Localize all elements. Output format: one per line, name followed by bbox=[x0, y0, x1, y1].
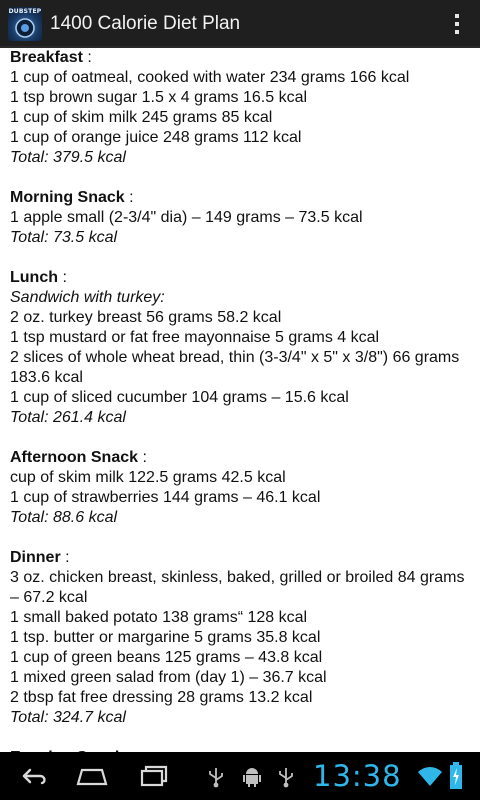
app-icon-text: DUBSTEP bbox=[8, 8, 42, 15]
meal-title: Breakfast bbox=[10, 49, 83, 66]
back-icon[interactable] bbox=[10, 760, 58, 792]
meal-title: Afternoon Snack bbox=[10, 449, 139, 466]
meal-title-colon: : bbox=[124, 189, 134, 206]
android-debug-icon bbox=[242, 766, 262, 788]
meal-total: Total: 73.5 kcal bbox=[10, 229, 118, 246]
usb-icon bbox=[206, 766, 226, 788]
food-item: 1 cup of strawberries 144 grams – 46.1 kcal bbox=[10, 489, 321, 506]
app-icon[interactable] bbox=[8, 7, 42, 41]
meal-heading bbox=[10, 268, 472, 288]
action-bar bbox=[0, 0, 480, 48]
meal-title: Lunch bbox=[10, 269, 58, 286]
food-item: 1 mixed green salad from (day 1) – 36.7 kcal bbox=[10, 669, 327, 686]
meal-title-colon: : bbox=[60, 549, 70, 566]
clock: 13:38 bbox=[313, 759, 402, 793]
app-title: 1400 Calorie Diet Plan bbox=[50, 13, 241, 34]
speaker-icon bbox=[13, 16, 37, 38]
food-item: 2 tbsp fat free dressing 28 grams 13.2 kcal bbox=[10, 689, 313, 706]
food-item: 1 apple small (2-3/4" dia) – 149 grams – 73.5 kcal bbox=[10, 209, 363, 226]
meal-title: Morning Snack bbox=[10, 189, 125, 206]
food-item: 1 cup of oatmeal, cooked with water 234 grams 166 kcal bbox=[10, 69, 410, 86]
meal-total: Total: 379.5 kcal bbox=[10, 149, 126, 166]
meal-heading bbox=[10, 48, 472, 68]
meal-subheading: Sandwich with turkey: bbox=[10, 289, 165, 306]
meal-title-colon: : bbox=[138, 449, 147, 466]
meal-section bbox=[10, 548, 472, 728]
section-spacer bbox=[10, 168, 472, 188]
food-item: 1 tsp. butter or margarine 5 grams 35.8 kcal bbox=[10, 629, 321, 646]
usb-icon bbox=[276, 766, 296, 788]
food-item: 1 cup of orange juice 248 grams 112 kcal bbox=[10, 129, 302, 146]
meal-heading bbox=[10, 188, 472, 208]
food-item: 1 tsp brown sugar 1.5 x 4 grams 16.5 kcal bbox=[10, 89, 308, 106]
home-icon[interactable] bbox=[68, 760, 116, 792]
meal-section bbox=[10, 448, 472, 528]
food-item: 2 oz. turkey breast 56 grams 58.2 kcal bbox=[10, 309, 282, 326]
food-item: 1 cup of sliced cucumber 104 grams – 15.6 kcal bbox=[10, 389, 349, 406]
section-spacer bbox=[10, 248, 472, 268]
food-item: cup of skim milk 122.5 grams 42.5 kcal bbox=[10, 469, 286, 486]
food-item: 1 cup of skim milk 245 grams 85 kcal bbox=[10, 109, 273, 126]
section-spacer bbox=[10, 728, 472, 748]
meal-total: Total: 88.6 kcal bbox=[10, 509, 118, 526]
battery-charging-icon bbox=[449, 762, 463, 790]
food-item: 1 tsp mustard or fat free mayonnaise 5 grams 4 kcal bbox=[10, 329, 380, 346]
meal-total: Total: 261.4 kcal bbox=[10, 409, 126, 426]
meal-section bbox=[10, 48, 472, 168]
system-navigation-bar bbox=[0, 752, 480, 800]
meal-title-colon: : bbox=[58, 269, 67, 286]
meal-title-colon: : bbox=[82, 49, 92, 66]
section-spacer bbox=[10, 428, 472, 448]
food-item: 1 cup of green beans 125 grams – 43.8 kcal bbox=[10, 649, 323, 666]
meal-total: Total: 324.7 kcal bbox=[10, 709, 126, 726]
meal-heading bbox=[10, 448, 472, 468]
overflow-menu-icon[interactable] bbox=[452, 12, 462, 36]
recent-apps-icon[interactable] bbox=[128, 760, 176, 792]
wifi-icon bbox=[418, 764, 442, 788]
meal-title: Dinner bbox=[10, 549, 61, 566]
food-item: 2 slices of whole wheat bread, thin (3-3/4" x 5" x 3/8") 66 grams 183.6 kcal bbox=[10, 349, 460, 386]
meal-heading bbox=[10, 548, 472, 568]
food-item: 1 small baked potato 138 grams“ 128 kcal bbox=[10, 609, 308, 626]
section-spacer bbox=[10, 528, 472, 548]
meal-section bbox=[10, 268, 472, 428]
diet-plan-content bbox=[10, 48, 472, 752]
food-item: 3 oz. chicken breast, skinless, baked, grilled or broiled 84 grams – 67.2 kcal bbox=[10, 569, 465, 606]
meal-section bbox=[10, 188, 472, 248]
